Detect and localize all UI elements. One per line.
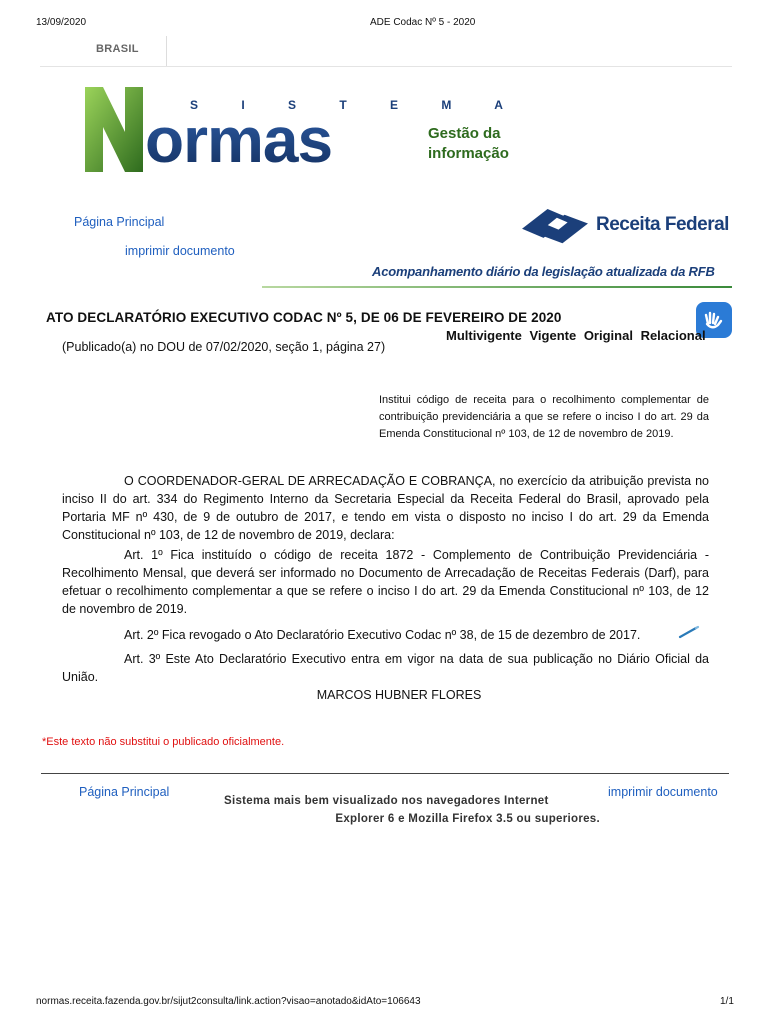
tagline-underline	[262, 286, 732, 288]
gov-bar	[40, 36, 732, 67]
print-page-number: 1/1	[720, 996, 734, 1007]
logo-gestao-line1: Gestão da	[428, 125, 501, 142]
link-original[interactable]: Original	[583, 328, 633, 343]
preamble-paragraph: O COORDENADOR-GERAL DE ARRECADAÇÃO E COBRANÇA, no exercício da atribuição prevista no inciso II do art. 334 do Regimento Interno da Secretaria Especial da Receita Federal do Brasil, aprovado pela Portaria MF nº 430, de 9 de outubro de 2017, e tendo em vista o disposto no inciso I do art. 29 da Emenda Constitucional nº 103, de 12 de novembro de 2019, declara:	[62, 474, 709, 542]
link-relacional[interactable]: Relacional	[640, 328, 706, 343]
rfb-tagline: Acompanhamento diário da legislação atualizada da RFB	[372, 264, 715, 279]
article-3: Art. 3º Este Ato Declaratório Executivo entra em vigor na data de sua publicação no Diário Oficial da União.	[62, 652, 709, 684]
pencil-icon[interactable]	[678, 625, 700, 639]
home-link[interactable]: Página Principal	[74, 215, 165, 229]
article-2: Art. 2º Fica revogado o Ato Declaratório Executivo Codac nº 38, de 15 de dezembro de 2017.	[124, 628, 641, 642]
sistema-normas-logo	[85, 82, 535, 177]
browser-note	[200, 792, 630, 828]
browser-note-line1: Sistema mais bem visualizado nos navegadores Internet	[224, 795, 549, 807]
document-title: ATO DECLARATÓRIO EXECUTIVO CODAC Nº 5, DE 06 DE FEVEREIRO DE 2020	[46, 310, 562, 325]
logo-n-shape	[85, 87, 143, 172]
browser-note-line2: Explorer 6 e Mozilla Firefox 3.5 ou superiores.	[335, 813, 600, 825]
print-url: normas.receita.fazenda.gov.br/sijut2consulta/link.action?visao=anotado&idAto=106643	[36, 996, 421, 1007]
receita-federal-name: Receita Federal	[596, 214, 729, 235]
logo-sistema-text: S I S T E M A	[190, 98, 523, 112]
print-title: ADE Codac Nº 5 - 2020	[370, 17, 476, 28]
version-links	[446, 328, 734, 343]
footer-print-link[interactable]: imprimir documento	[608, 785, 718, 799]
print-link[interactable]: imprimir documento	[125, 244, 235, 258]
article-1: Art. 1º Fica instituído o código de receita 1872 - Complemento de Contribuição Previdenciária - Recolhimento Mensal, que deverá ser informado no Documento de Arrecadação de Receitas Federais (Darf), para efetuar o recolhimento complementar a que se refere o inciso I do art. 29 da Emenda Constitucional nº 103, de 12 de novembro de 2019.	[62, 548, 709, 616]
publication-info: (Publicado(a) no DOU de 07/02/2020, seção 1, página 27)	[62, 340, 386, 354]
disclaimer: *Este texto não substitui o publicado oficialmente.	[42, 736, 285, 748]
signer-name: MARCOS HUBNER FLORES	[316, 688, 482, 702]
ementa: Institui código de receita para o recolhimento complementar de contribuição previdenciária a que se refere o inciso I do art. 29 da Emenda Constitucional nº 103, de 12 de novembro de 2019.	[379, 394, 709, 440]
link-vigente[interactable]: Vigente	[529, 328, 577, 343]
gov-bar-divider	[166, 36, 167, 66]
footer-home-link[interactable]: Página Principal	[79, 785, 170, 799]
brasil-link[interactable]: BRASIL	[96, 43, 139, 55]
logo-normas-text: ormas	[145, 104, 333, 176]
print-date: 13/09/2020	[36, 17, 87, 28]
logo-gestao-line2: informação	[428, 145, 509, 162]
rfb-emblem-icon	[520, 204, 590, 249]
footer-divider	[41, 773, 729, 774]
link-multivigente[interactable]: Multivigente	[446, 328, 522, 343]
